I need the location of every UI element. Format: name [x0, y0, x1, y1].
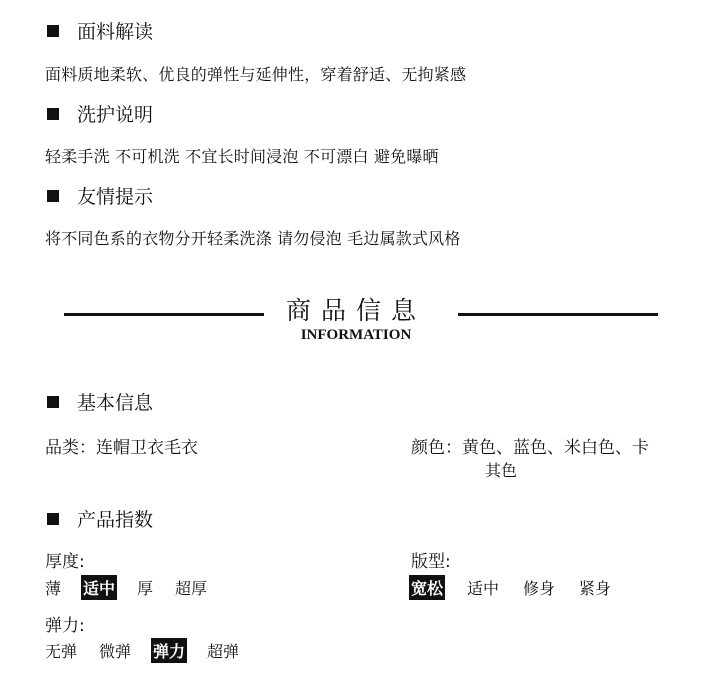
- thickness-option: 适中: [81, 575, 117, 600]
- care-heading-text: 洗护说明: [77, 104, 154, 126]
- square-bullet-icon: [47, 25, 59, 37]
- elasticity-option: 微弹: [99, 642, 132, 661]
- fit-option: 紧身: [579, 579, 612, 598]
- fabric-heading-text: 面料解读: [77, 21, 154, 43]
- index-heading: [47, 505, 153, 532]
- thickness-option: 薄: [45, 579, 62, 598]
- square-bullet-icon: [47, 190, 59, 202]
- elasticity-option: 超弹: [207, 642, 240, 661]
- basic-heading: [47, 388, 153, 415]
- banner-title: 商品信息: [285, 296, 426, 325]
- fit-option: 适中: [467, 579, 500, 598]
- care-heading: [47, 100, 153, 127]
- fit-option: 修身: [523, 579, 556, 598]
- basic-heading-text: 基本信息: [77, 392, 154, 414]
- tips-text: 将不同色系的衣物分开轻柔洗涤 请勿侵泡 毛边属款式风格: [45, 229, 461, 248]
- color-row: [411, 433, 649, 458]
- fit-label: 版型:: [411, 552, 451, 572]
- thickness-option: 厚: [137, 579, 154, 598]
- fabric-heading: [47, 17, 153, 44]
- elasticity-options: [43, 638, 241, 663]
- color-label: 颜色：: [411, 438, 462, 458]
- thickness-options: [43, 575, 209, 600]
- care-text: 轻柔手洗 不可机洗 不宜长时间浸泡 不可漂白 避免曝晒: [45, 147, 439, 166]
- square-bullet-icon: [47, 108, 59, 120]
- fabric-text: 面料质地柔软、优良的弹性与延伸性，穿着舒适、无拘紧感: [45, 65, 467, 84]
- tips-heading-text: 友情提示: [77, 186, 154, 208]
- square-bullet-icon: [47, 513, 59, 525]
- index-heading-text: 产品指数: [77, 509, 154, 531]
- category-label: 品类：: [45, 438, 96, 458]
- fit-option: 宽松: [409, 575, 445, 600]
- elasticity-label: 弹力:: [45, 616, 85, 636]
- color-value-wrap: 其色: [485, 461, 518, 480]
- elasticity-option: 弹力: [151, 638, 187, 663]
- category-row: [45, 433, 198, 458]
- fit-options: [409, 575, 613, 600]
- thickness-option: 超厚: [175, 579, 208, 598]
- category-value: 连帽卫衣毛衣: [96, 438, 198, 458]
- tips-heading: [47, 182, 153, 209]
- color-value: 黄色、蓝色、米白色、卡: [462, 438, 649, 458]
- banner-subtitle: INFORMATION: [300, 327, 412, 343]
- square-bullet-icon: [47, 396, 59, 408]
- thickness-label: 厚度:: [45, 552, 85, 572]
- elasticity-option: 无弹: [45, 642, 78, 661]
